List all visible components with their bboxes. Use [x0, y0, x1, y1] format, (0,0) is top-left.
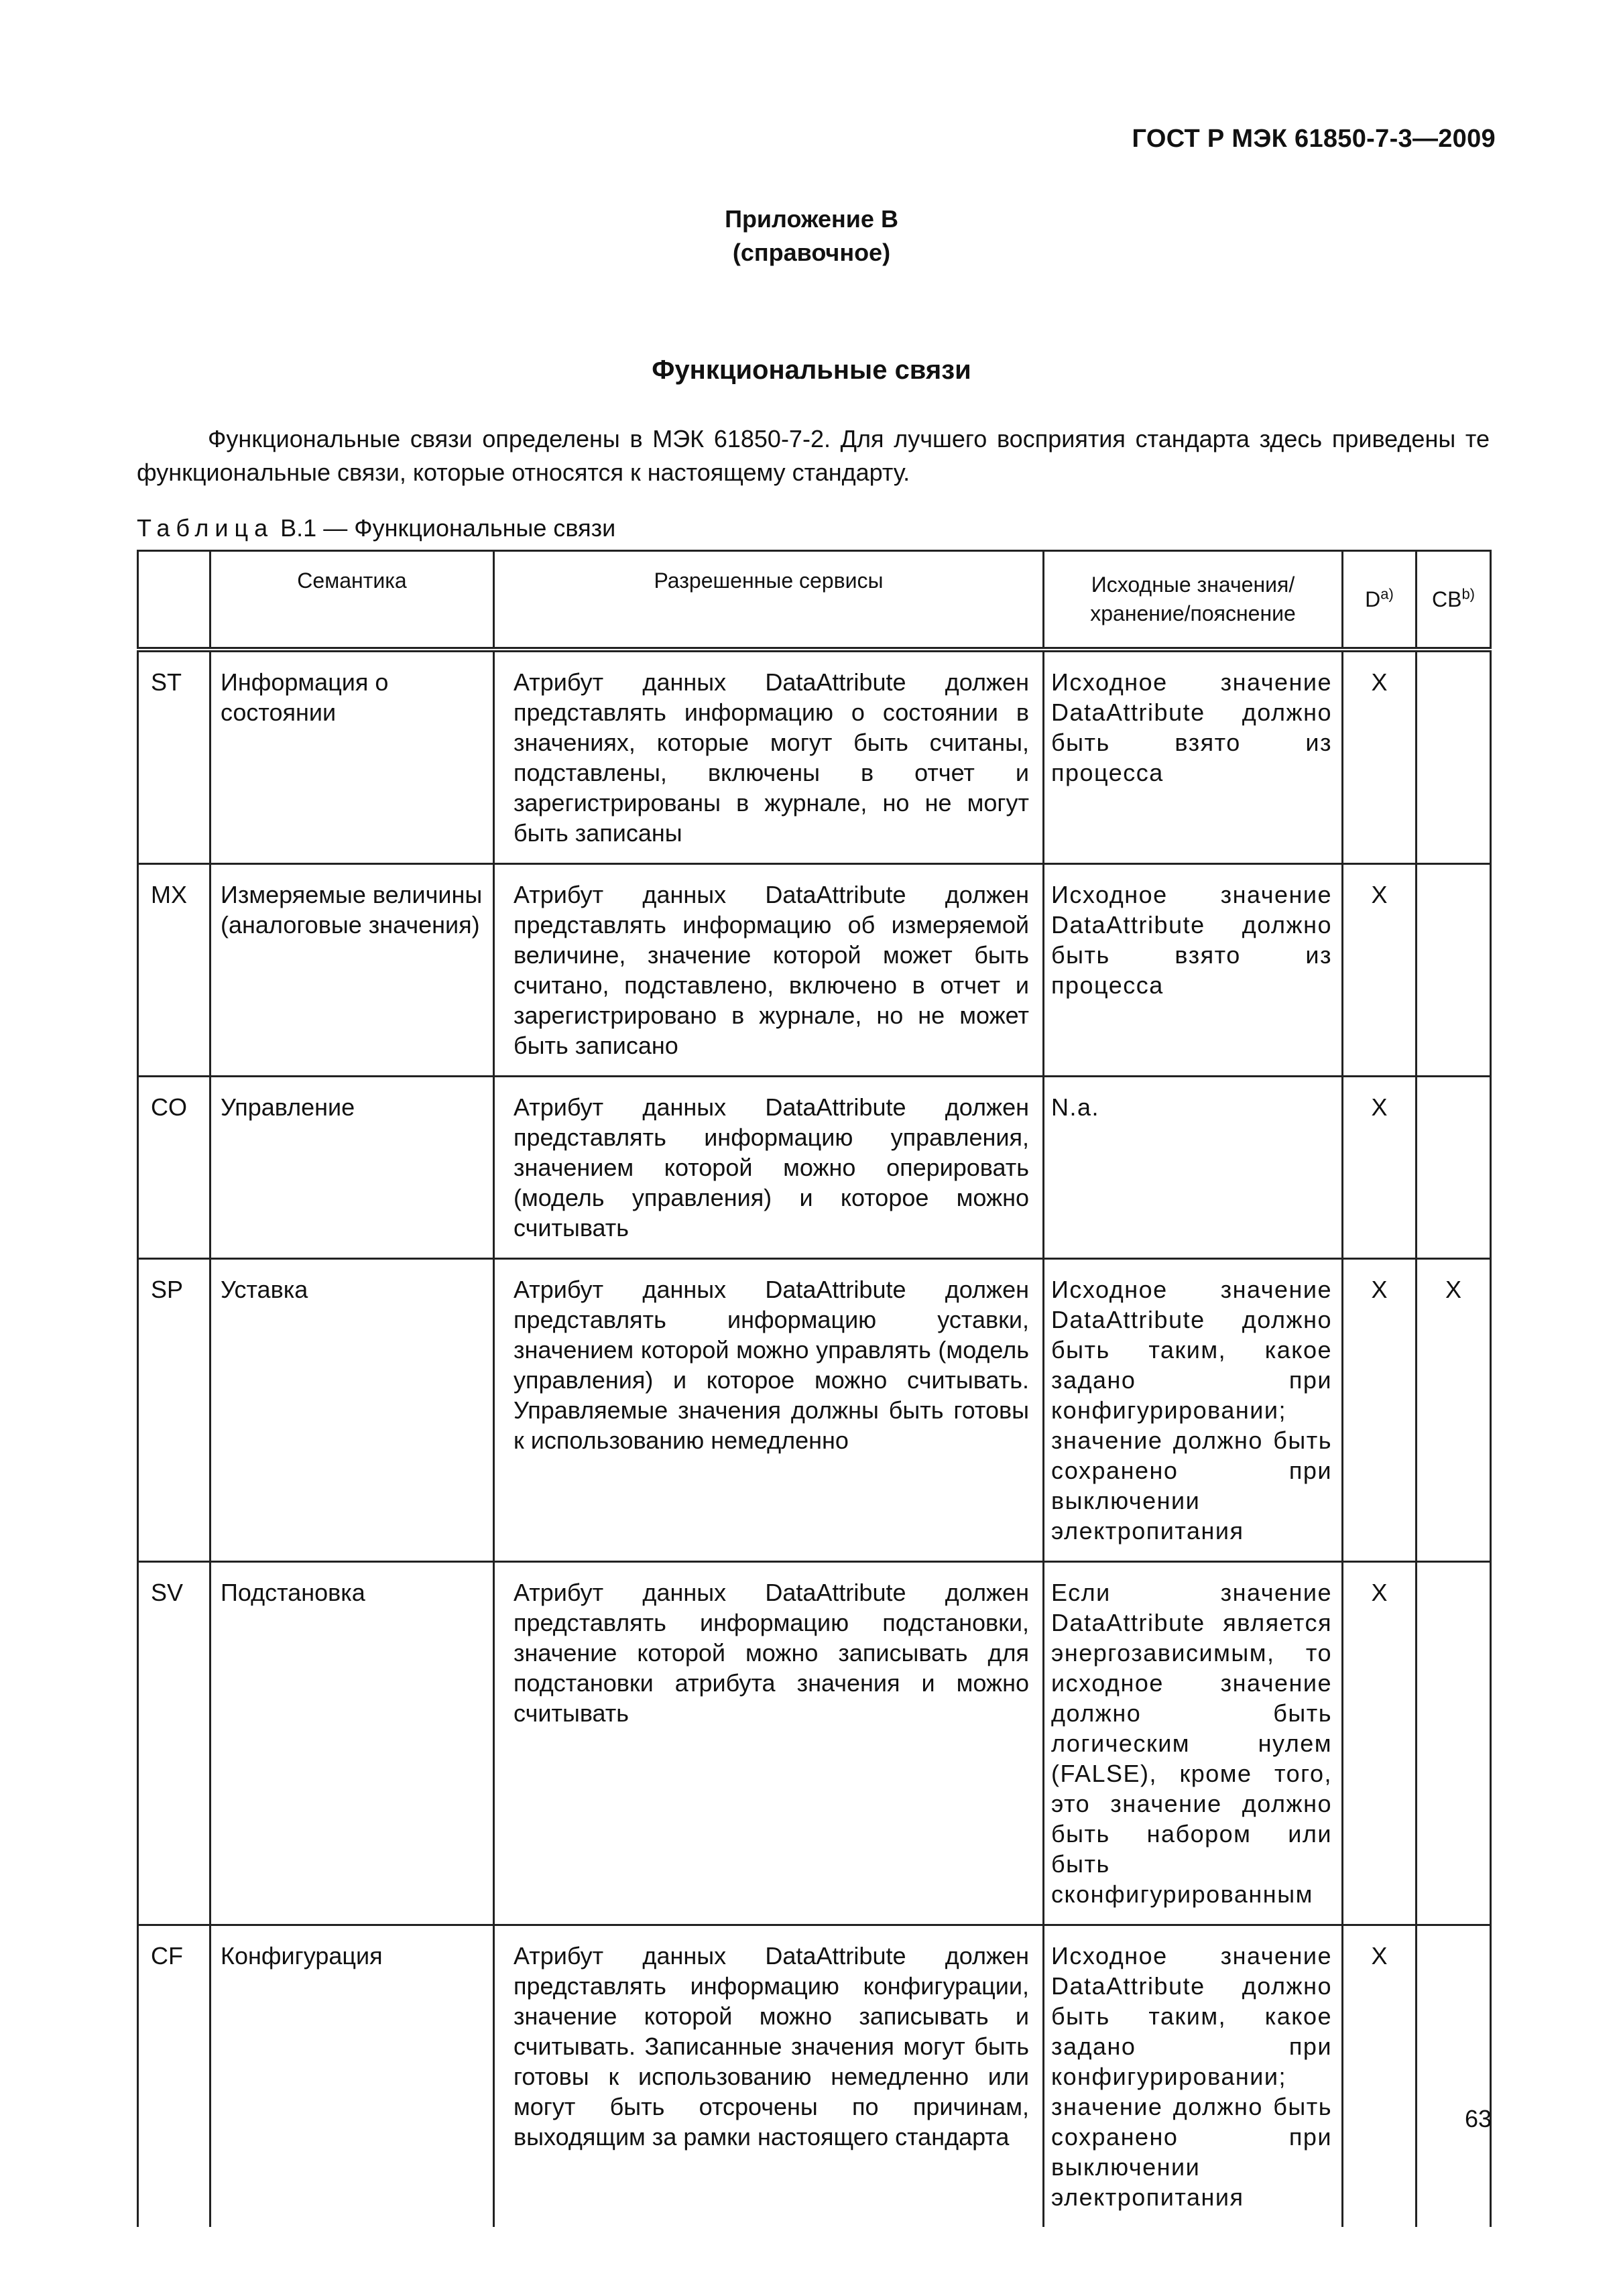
row-services: Атрибут данных DataAttribute должен представлять информацию конфигурации, значение которой можно записывать и считывать. Записанные значения могут быть готовы к использованию немедленно или могут быть отсрочены по причинам, выходящим за рамки настоящего стандарта: [494, 1925, 1044, 2228]
header-cb-label: CB: [1431, 587, 1462, 611]
row-d: X: [1343, 650, 1417, 864]
row-code: CF: [138, 1925, 211, 2228]
table-row: [138, 1562, 1491, 1925]
row-semantics: Подстановка: [211, 1562, 494, 1925]
functional-constraints-table: [137, 550, 1492, 2227]
row-initial: Исходное значение DataAttribute должно быть таким, какое задано при конфигурировании; значение должно быть сохранено при выключении электропитания: [1044, 1925, 1343, 2228]
row-initial: Исходное значение DataAttribute должно быть таким, какое задано при конфигурировании; значение должно быть сохранено при выключении электропитания: [1044, 1259, 1343, 1562]
row-services: Атрибут данных DataAttribute должен представлять информацию уставки, значением которой можно управлять (модель управления) и которое можно считывать. Управляемые значения должны быть готовы к использованию немедленно: [494, 1259, 1044, 1562]
table-header-row: [138, 551, 1491, 650]
row-d: X: [1343, 1259, 1417, 1562]
row-semantics: Измеряемые величины (аналоговые значения): [211, 864, 494, 1077]
header-d-label: D: [1365, 587, 1381, 611]
header-d: [1343, 551, 1417, 650]
row-cb: [1417, 650, 1491, 864]
row-d: X: [1343, 1077, 1417, 1259]
row-d: X: [1343, 1562, 1417, 1925]
row-services: Атрибут данных DataAttribute должен представлять информацию о состоянии в значениях, которые могут быть считаны, подставлены, включены в отчет и зарегистрированы в журнале, но не могут быть записаны: [494, 650, 1044, 864]
row-services: Атрибут данных DataAttribute должен представлять информацию подстановки, значение которой можно записывать для подстановки атрибута значения и можно считывать: [494, 1562, 1044, 1925]
row-initial: Если значение DataAttribute является энергозависимым, то исходное значение должно быть логическим нулем (FALSE), кроме того, это значение должно быть набором или быть сконфигурированным: [1044, 1562, 1343, 1925]
row-services: Атрибут данных DataAttribute должен представлять информацию управления, значением которой можно оперировать (модель управления) и которое можно считывать: [494, 1077, 1044, 1259]
row-initial: Исходное значение DataAttribute должно быть взято из процесса: [1044, 650, 1343, 864]
table-row: [138, 1259, 1491, 1562]
row-cb: [1417, 1925, 1491, 2228]
row-code: SV: [138, 1562, 211, 1925]
header-services: Разрешенные сервисы: [494, 551, 1044, 650]
table-caption-label: Таблица: [137, 514, 274, 542]
row-semantics: Информация о состоянии: [211, 650, 494, 864]
row-d: X: [1343, 864, 1417, 1077]
row-code: ST: [138, 650, 211, 864]
table-row: [138, 1077, 1491, 1259]
row-semantics: Управление: [211, 1077, 494, 1259]
row-initial: N.a.: [1044, 1077, 1343, 1259]
table-caption-text: В.1 — Функциональные связи: [280, 514, 616, 542]
annex-heading: [0, 202, 1623, 269]
table-caption: [137, 514, 615, 542]
row-cb: [1417, 864, 1491, 1077]
row-code: CO: [138, 1077, 211, 1259]
annex-title: Приложение В: [725, 205, 898, 233]
table-row: [138, 864, 1491, 1077]
row-initial: Исходное значение DataAttribute должно быть взято из процесса: [1044, 864, 1343, 1077]
header-semantics: Семантика: [211, 551, 494, 650]
row-cb: [1417, 1077, 1491, 1259]
document-header: ГОСТ Р МЭК 61850-7-3—2009: [1132, 125, 1496, 153]
header-cb: [1417, 551, 1491, 650]
row-semantics: Конфигурация: [211, 1925, 494, 2228]
header-cb-footnote: b): [1461, 585, 1475, 602]
row-code: SP: [138, 1259, 211, 1562]
row-cb: [1417, 1562, 1491, 1925]
row-cb: X: [1417, 1259, 1491, 1562]
header-d-footnote: a): [1380, 585, 1394, 602]
intro-paragraph: Функциональные связи определены в МЭК 61850-7-2. Для лучшего восприятия стандарта здесь приведены те функциональные связи, которые относятся к настоящему стандарту.: [137, 425, 1490, 486]
table-row: [138, 650, 1491, 864]
row-code: MX: [138, 864, 211, 1077]
page-number: 63: [1464, 2105, 1492, 2132]
annex-subtitle: (справочное): [732, 239, 891, 266]
header-code: [138, 551, 211, 650]
table-row: [138, 1925, 1491, 2228]
row-services: Атрибут данных DataAttribute должен представлять информацию об измеряемой величине, значение которой может быть считано, подставлено, включено в отчет и зарегистрировано в журнале, но не может быть записано: [494, 864, 1044, 1077]
section-title: Функциональные связи: [652, 355, 971, 385]
header-initial: [1044, 551, 1343, 650]
row-d: X: [1343, 1925, 1417, 2228]
header-initial-line2: хранение/пояснение: [1090, 601, 1296, 625]
header-initial-line1: Исходные значения/: [1091, 572, 1295, 597]
row-semantics: Уставка: [211, 1259, 494, 1562]
